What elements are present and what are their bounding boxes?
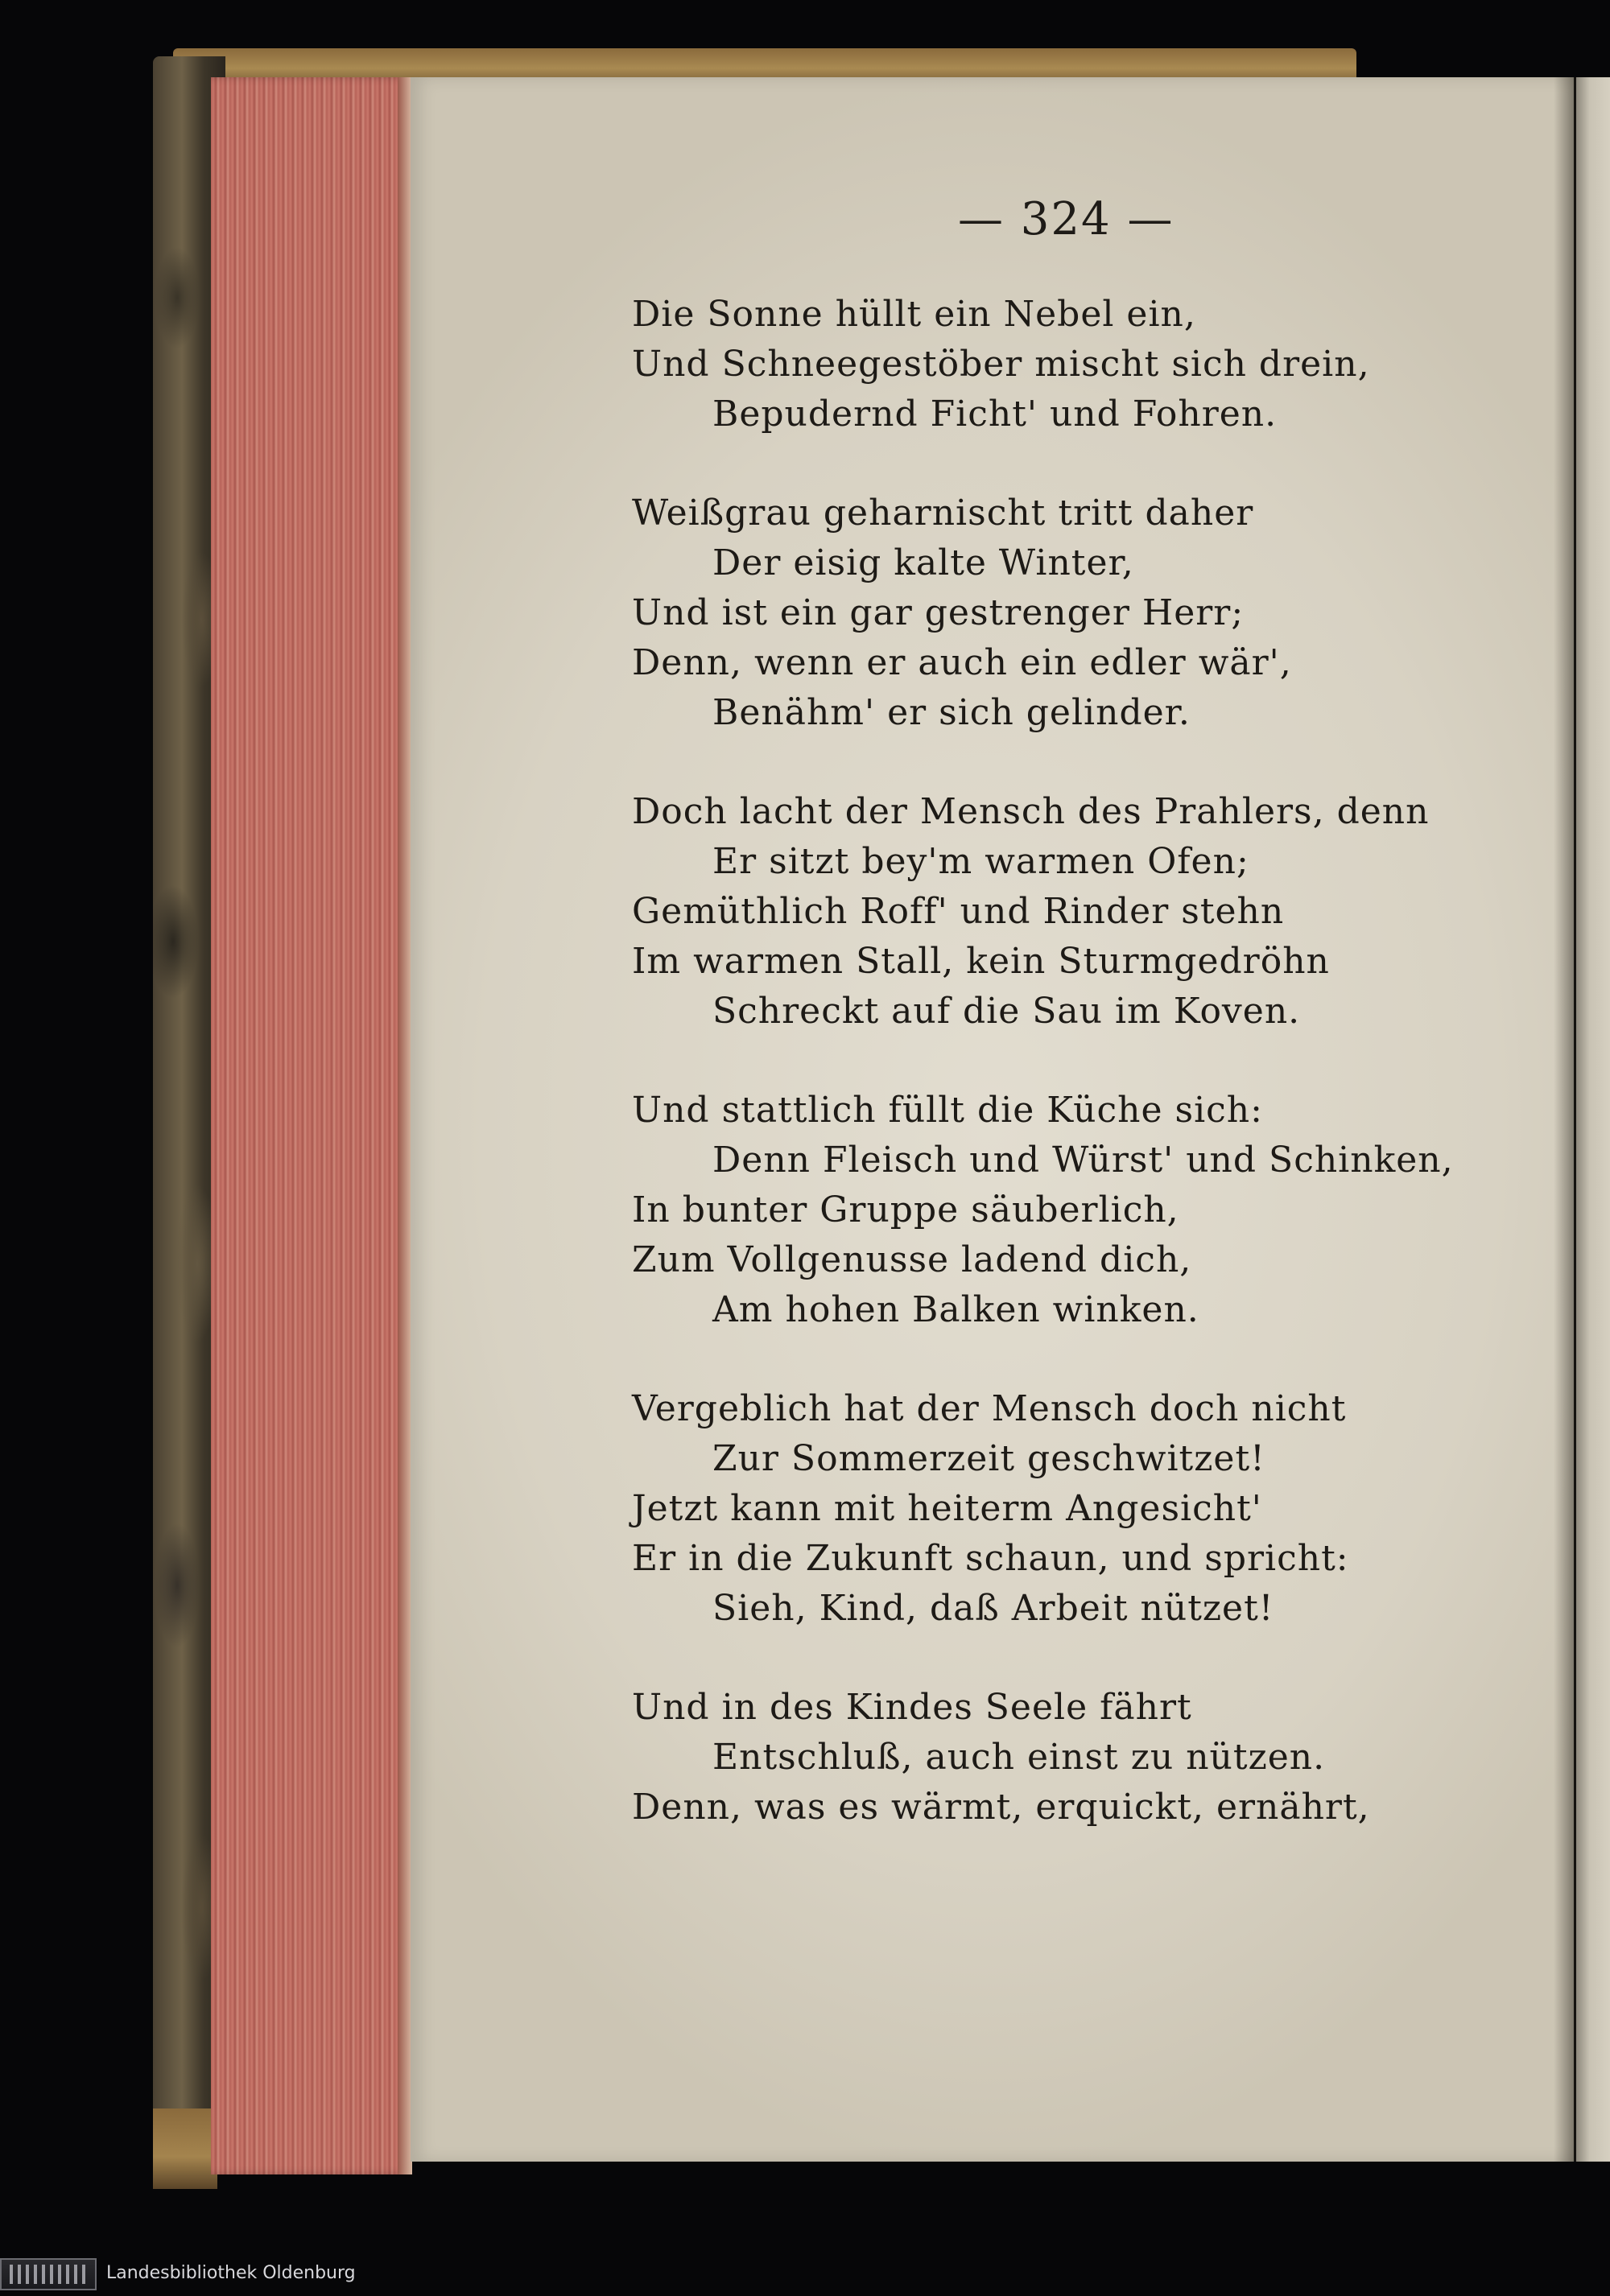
poem-line: Am hohen Balken winken.	[712, 1289, 1199, 1330]
library-name: Landesbibliothek Oldenburg	[106, 2263, 356, 2283]
poem-line: Er in die Zukunft schaun, und spricht:	[632, 1538, 1349, 1579]
poem-line: In bunter Gruppe säuberlich,	[632, 1189, 1179, 1230]
poem-line: Vergeblich hat der Mensch doch nicht	[632, 1388, 1347, 1429]
poem-line: Denn, wenn er auch ein edler wär',	[632, 642, 1292, 683]
poem-line: Gemüthlich Roff' und Rinder stehn	[632, 891, 1285, 932]
poem-line: Bepudernd Ficht' und Fohren.	[712, 394, 1278, 435]
poem-line: Schreckt auf die Sau im Koven.	[712, 991, 1301, 1032]
page-number: — 324 —	[958, 193, 1174, 245]
poem-line: Weißgrau geharnischt tritt daher	[632, 493, 1254, 534]
library-building-icon	[0, 2258, 97, 2290]
page-edges	[211, 77, 412, 2174]
poem-line: Denn Fleisch und Würst' und Schinken,	[712, 1140, 1454, 1181]
footer-bar	[0, 2253, 1610, 2296]
poem-line: Die Sonne hüllt ein Nebel ein,	[632, 294, 1196, 335]
stanza	[632, 1384, 1558, 1634]
poem-line: Denn, was es wärmt, erquickt, ernährt,	[632, 1787, 1370, 1828]
poem-line: Er sitzt bey'm warmen Ofen;	[712, 841, 1249, 882]
facing-page-edge	[1576, 77, 1610, 2162]
poem-line: Benähm' er sich gelinder.	[712, 692, 1191, 733]
poem-line: Sieh, Kind, daß Arbeit nützet!	[712, 1588, 1274, 1629]
poem-line: Entschluß, auch einst zu nützen.	[712, 1737, 1326, 1778]
poem-line: Zum Vollgenusse ladend dich,	[632, 1239, 1192, 1280]
poem-line: Im warmen Stall, kein Sturmgedröhn	[632, 941, 1330, 982]
stanza	[632, 290, 1558, 439]
poem-line: Und Schneegestöber mischt sich drein,	[632, 344, 1370, 385]
stanza	[632, 488, 1558, 738]
poem-line: Und stattlich füllt die Küche sich:	[632, 1090, 1263, 1131]
poem-line: Doch lacht der Mensch des Prahlers, denn	[632, 791, 1430, 832]
stanza	[632, 787, 1558, 1037]
poem-line: Und ist ein gar gestrenger Herr;	[632, 592, 1245, 633]
stanza	[632, 1086, 1558, 1335]
stanza	[632, 1683, 1558, 1832]
book-cover-bottom-corner	[153, 2108, 217, 2189]
poem-line: Der eisig kalte Winter,	[712, 542, 1134, 583]
poem-line: Jetzt kann mit heiterm Angesicht'	[632, 1488, 1262, 1529]
poem-line: Zur Sommerzeit geschwitzet!	[712, 1438, 1265, 1479]
poem-text	[632, 290, 1558, 1882]
poem-line: Und in des Kindes Seele fährt	[632, 1687, 1192, 1728]
